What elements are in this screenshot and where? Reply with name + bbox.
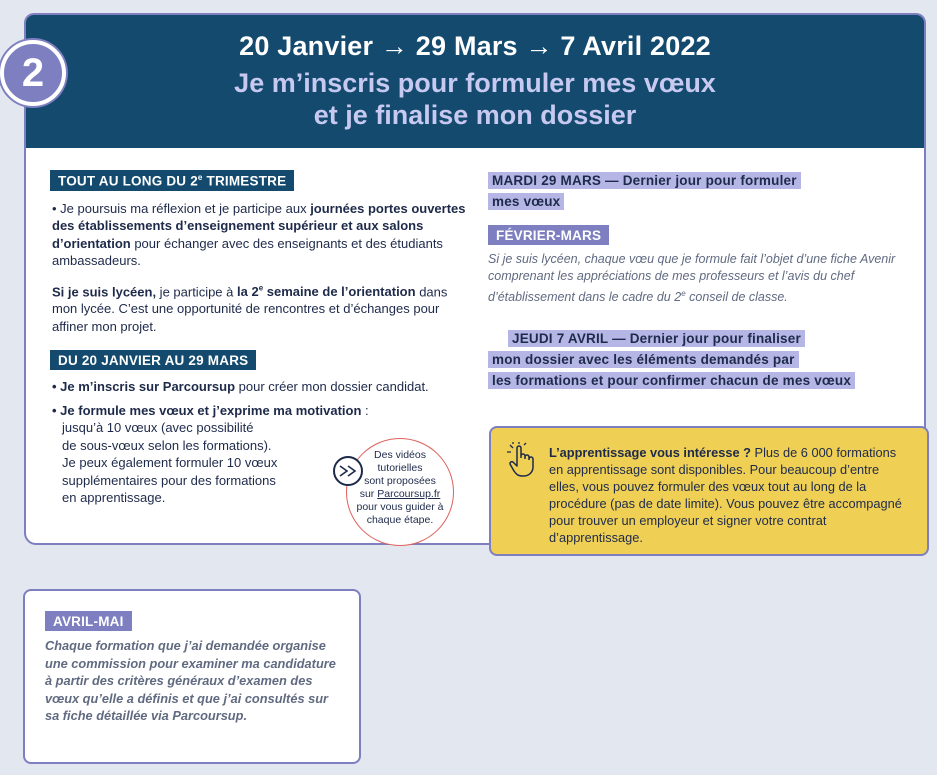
apprentissage-box [489, 426, 929, 556]
bullet-inscription: • Je m’inscris sur Parcoursup pour créer mon dossier candidat. [52, 379, 429, 395]
parcoursup-link[interactable]: Parcoursup.fr [377, 488, 441, 500]
header-title: Je m’inscris pour formuler mes vœux et je finalise mon dossier [234, 68, 716, 130]
header-banner [24, 13, 926, 150]
highlight-jeudi-7-avril: JEUDI 7 AVRIL — Dernier jour pour finaliser mon dossier avec les éléments demandés par les formations et pour confirmer chacun de mes vœux [488, 328, 918, 391]
hand-tap-icon [505, 442, 537, 478]
paragraph-journees-portes-ouvertes: • Je poursuis ma réflexion et je participe aux journées portes ouvertes des établissements d’enseignement supérieur et aux salons d’orientation pour échanger avec des enseignants et des étudiants ambassadeurs. [52, 200, 466, 268]
tag-trimestre: TOUT AU LONG DU 2e TRIMESTRE [50, 170, 294, 191]
paragraph-fiche-avenir: Si je suis lycéen, chaque vœu que je formule fait l’objet d’une fiche Avenir comprenant les appréciations de mes professeurs et l’avis du chef d’établissement dans le cadre du 2e conseil de classe. [488, 252, 896, 305]
header-dates: 20 Janvier → 29 Mars → 7 Avril 2022 [239, 31, 711, 61]
paragraph-semaine-orientation: Si je suis lycéen, je participe à la 2e semaine de l’orientation dans mon lycée. C’est une opportunité de rencontres et d’échanges pour affiner mon projet. [52, 283, 448, 334]
play-forward-icon [333, 456, 363, 486]
avril-mai-card [23, 589, 361, 764]
step-number-badge: 2 [0, 40, 66, 106]
bullet-voeux: • Je formule mes vœux et j’exprime ma motivation : [52, 402, 369, 418]
tag-fevrier-mars: FÉVRIER-MARS [488, 225, 609, 245]
highlight-mardi-29-mars: MARDI 29 MARS — Dernier jour pour formuler mes vœux [488, 170, 918, 212]
apprentissage-text: L’apprentissage vous intéresse ? Plus de 6 000 formations en apprentissage sont disponibles. Pour beaucoup d’entre elles, vous pouvez formuler des vœux tout au long de la procédure (pas de date limite). Vous pouvez être accompagné pour trouver un employeur et signer votre contrat d’apprentissage. [549, 445, 902, 545]
video-tutorials-callout: Des vidéos tutorielles sont proposées sur Parcoursup.fr pour vous guider à chaque étape. [346, 438, 454, 546]
tag-avril-mai: AVRIL-MAI [45, 611, 132, 631]
paragraph-commission: Chaque formation que j’ai demandée organise une commission pour examiner ma candidature à partir des critères généraux d’examen des vœux qu’elle a définis et que j’ai consultés sur sa fiche détaillée via Parcoursup. [45, 638, 336, 723]
tag-janvier-mars: DU 20 JANVIER AU 29 MARS [50, 350, 256, 370]
right-column [488, 170, 918, 391]
bullet-voeux-details: jusqu’à 10 vœux (avec possibilité de sous-vœux selon les formations). Je peux également formuler 10 vœux supplémentaires pour des formations en apprentissage. [62, 420, 278, 506]
